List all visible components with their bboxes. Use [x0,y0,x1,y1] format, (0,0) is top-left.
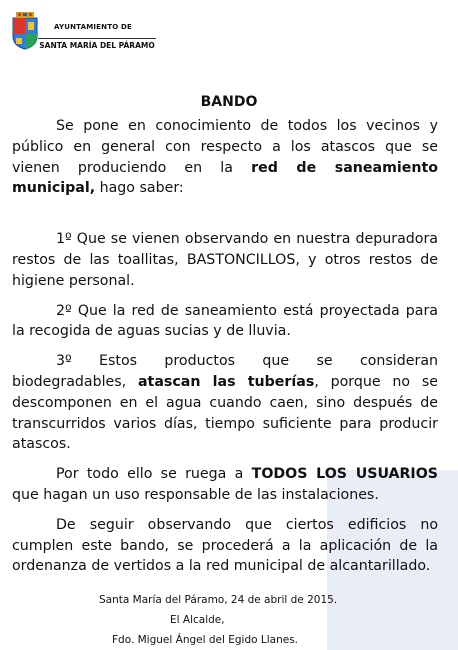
coat-of-arms-icon [10,12,40,50]
intro-text: Se pone en conocimiento de todos los vecinos y público en general con respecto a los atascos que se vienen produciendo en la [12,118,438,176]
point-1-paragraph: 1º Que se vienen observando en nuestra depuradora restos de las toallitas, BASTONCILLOS, y otros restos de higiene personal. [12,231,438,289]
point-3-text-end: , porque no se descomponen en el agua cuando caen, sino después de transcurridos varios días, tiempo suficiente para producir atascos. [12,373,438,453]
request-paragraph [12,464,438,506]
document-title: BANDO [200,94,258,110]
point-3-bold: atascan las tuberías [137,373,315,390]
point-3-paragraph [12,351,438,455]
signer-name: Fdo. Miguel Ángel del Egido Llanes. [112,634,298,646]
request-text-end: que hagan un uso responsable de las instalaciones. [12,486,379,503]
letterhead [10,12,210,52]
signer-role: El Alcalde, [170,614,225,626]
bando-body [12,116,438,586]
org-name-line2: SANTA MARÍA DEL PÁRAMO [38,38,156,50]
request-text: Por todo ello se ruega a [56,466,252,483]
request-bold: TODOS LOS USUARIOS [251,466,438,483]
intro-text-end: hago saber: [95,180,184,197]
org-name-line1: AYUNTAMIENTO DE [54,23,132,31]
intro-bold: red de saneamiento municipal, [12,159,438,197]
point-2-paragraph: 2º Que la red de saneamiento está proyectada para la recogida de aguas sucias y de lluvia. [12,302,438,340]
warning-paragraph: De seguir observando que ciertos edificios no cumplen este bando, se procederá a la aplicación de la ordenanza de vertidos a la red municipal de alcantarillado. [12,516,438,575]
place-date: Santa María del Páramo, 24 de abril de 2015. [99,594,338,606]
point-3-text: 3º Estos productos que se consideran biodegradables, [12,353,438,390]
intro-paragraph [12,116,438,199]
